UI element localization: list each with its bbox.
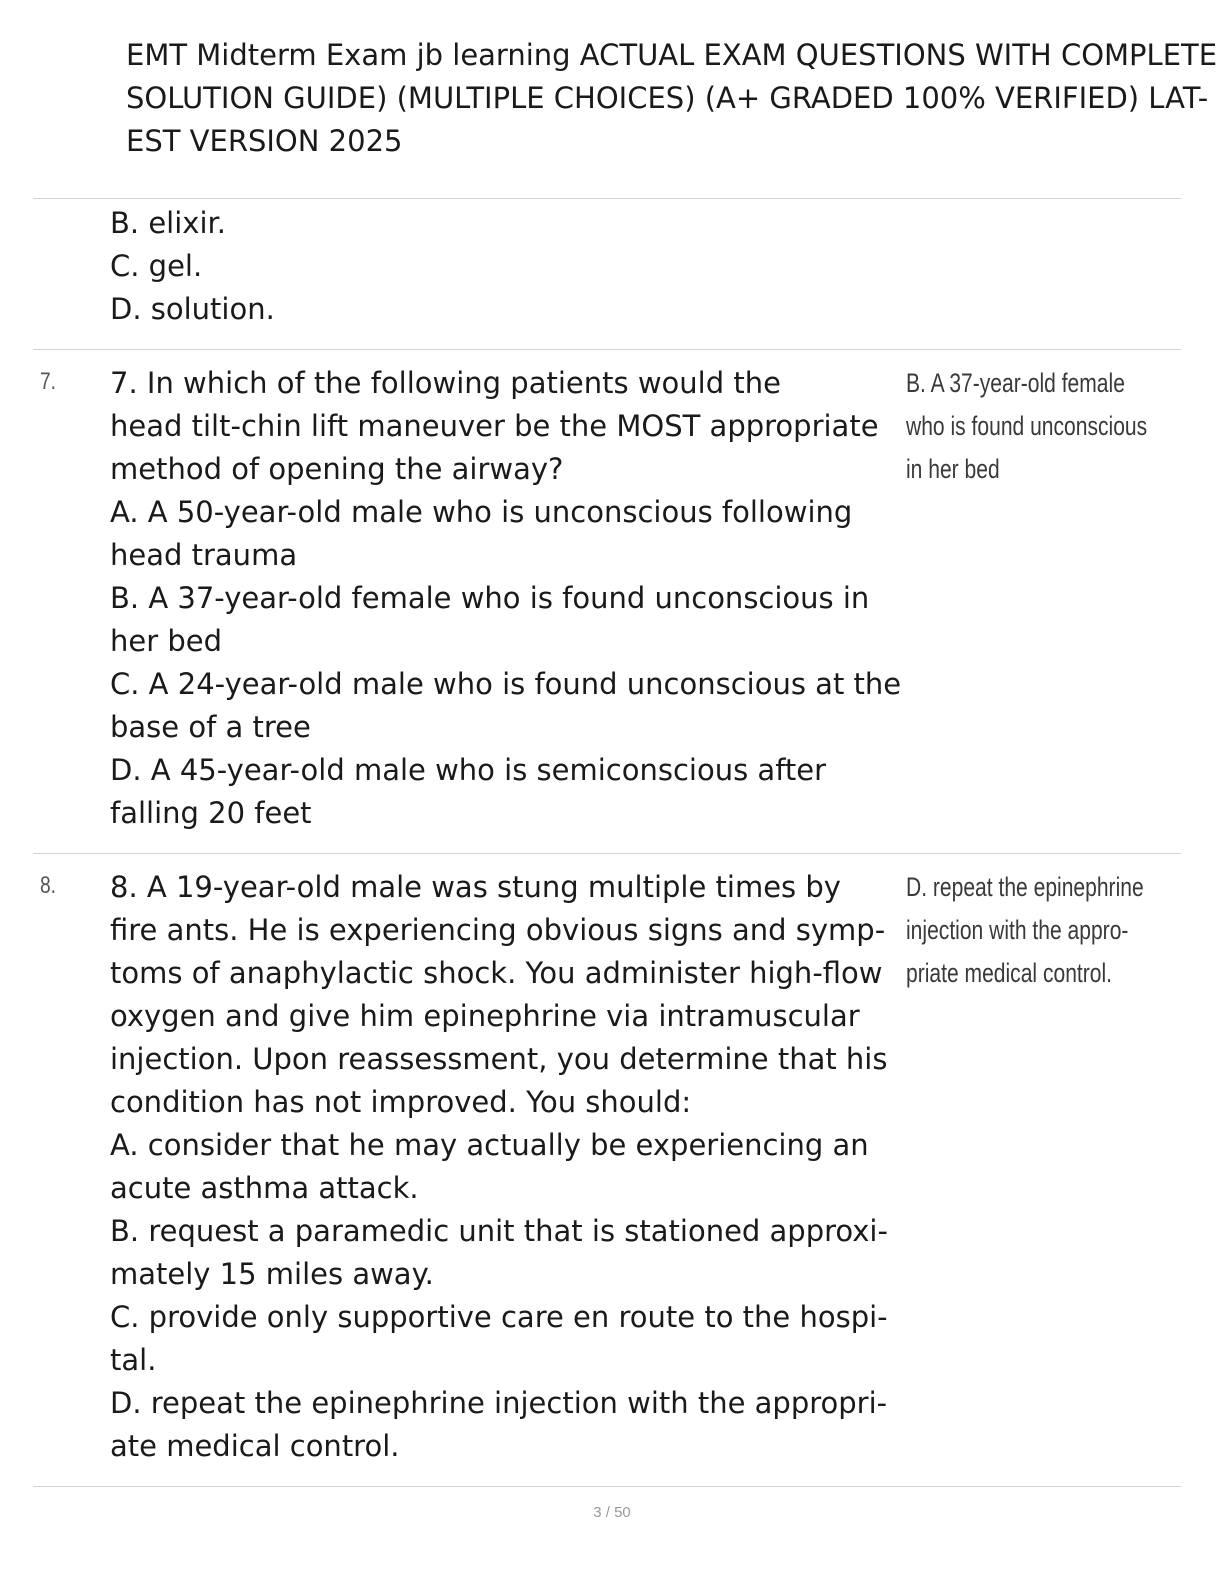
option-line: A. consider that he may actually be experiencing an: [110, 1128, 869, 1162]
option-line: B. request a paramedic unit that is stationed approxi-: [110, 1214, 888, 1248]
title-line: EST VERSION 2025: [126, 124, 403, 158]
option-line: her bed: [110, 624, 223, 658]
answer-line: who is found unconscious: [906, 411, 1148, 441]
option-line: C. gel.: [110, 249, 203, 283]
option-line: B. A 37-year-old female who is found unconscious in: [110, 581, 870, 615]
question-line: fire ants. He is experiencing obvious signs and symp-: [110, 913, 886, 947]
question-line: injection. Upon reassessment, you determine that his: [110, 1042, 888, 1076]
page-indicator: 3 / 50: [593, 1504, 631, 1521]
option-line: D. solution.: [110, 292, 275, 326]
question-number: 7.: [40, 368, 57, 395]
divider: [33, 1486, 1181, 1487]
option-line: mately 15 miles away.: [110, 1257, 434, 1291]
question-text: [110, 202, 910, 331]
question-line: 7. In which of the following patients would the: [110, 366, 781, 400]
option-line: ate medical control.: [110, 1429, 400, 1463]
option-line: head trauma: [110, 538, 298, 572]
option-line: tal.: [110, 1343, 157, 1377]
option-line: C. A 24-year-old male who is found unconscious at the: [110, 667, 902, 701]
answer-line: B. A 37-year-old female: [906, 368, 1125, 398]
question-line: method of opening the airway?: [110, 452, 564, 486]
title-line: SOLUTION GUIDE) (MULTIPLE CHOICES) (A+ GRADED 100% VERIFIED) LAT-: [126, 81, 1209, 115]
answer-text: [906, 362, 1147, 491]
question-text: [110, 362, 910, 835]
question-line: condition has not improved. You should:: [110, 1085, 692, 1119]
option-line: D. A 45-year-old male who is semiconscious after: [110, 753, 827, 787]
answer-text: [906, 866, 1144, 995]
question-line: oxygen and give him epinephrine via intramuscular: [110, 999, 860, 1033]
option-line: falling 20 feet: [110, 796, 312, 830]
title-line: EMT Midterm Exam jb learning ACTUAL EXAM QUESTIONS WITH COMPLETE: [126, 38, 1218, 72]
option-line: acute asthma attack.: [110, 1171, 419, 1205]
divider: [33, 853, 1181, 854]
answer-line: priate medical control.: [906, 958, 1113, 988]
option-line: D. repeat the epinephrine injection with the appropri-: [110, 1386, 888, 1420]
answer-line: in her bed: [906, 454, 1000, 484]
question-line: 8. A 19-year-old male was stung multiple times by: [110, 870, 841, 904]
question-line: head tilt-chin lift maneuver be the MOST appropriate: [110, 409, 879, 443]
option-line: A. A 50-year-old male who is unconscious following: [110, 495, 853, 529]
question-line: toms of anaphylactic shock. You administer high-flow: [110, 956, 883, 990]
option-line: C. provide only supportive care en route to the hospi-: [110, 1300, 888, 1334]
question-number: 8.: [40, 872, 57, 899]
option-line: B. elixir.: [110, 206, 226, 240]
divider: [33, 198, 1181, 199]
question-text: [110, 866, 910, 1468]
answer-line: injection with the appro-: [906, 915, 1129, 945]
document-title: [126, 34, 1224, 163]
option-line: base of a tree: [110, 710, 311, 744]
divider: [33, 349, 1181, 350]
answer-line: D. repeat the epinephrine: [906, 872, 1144, 902]
